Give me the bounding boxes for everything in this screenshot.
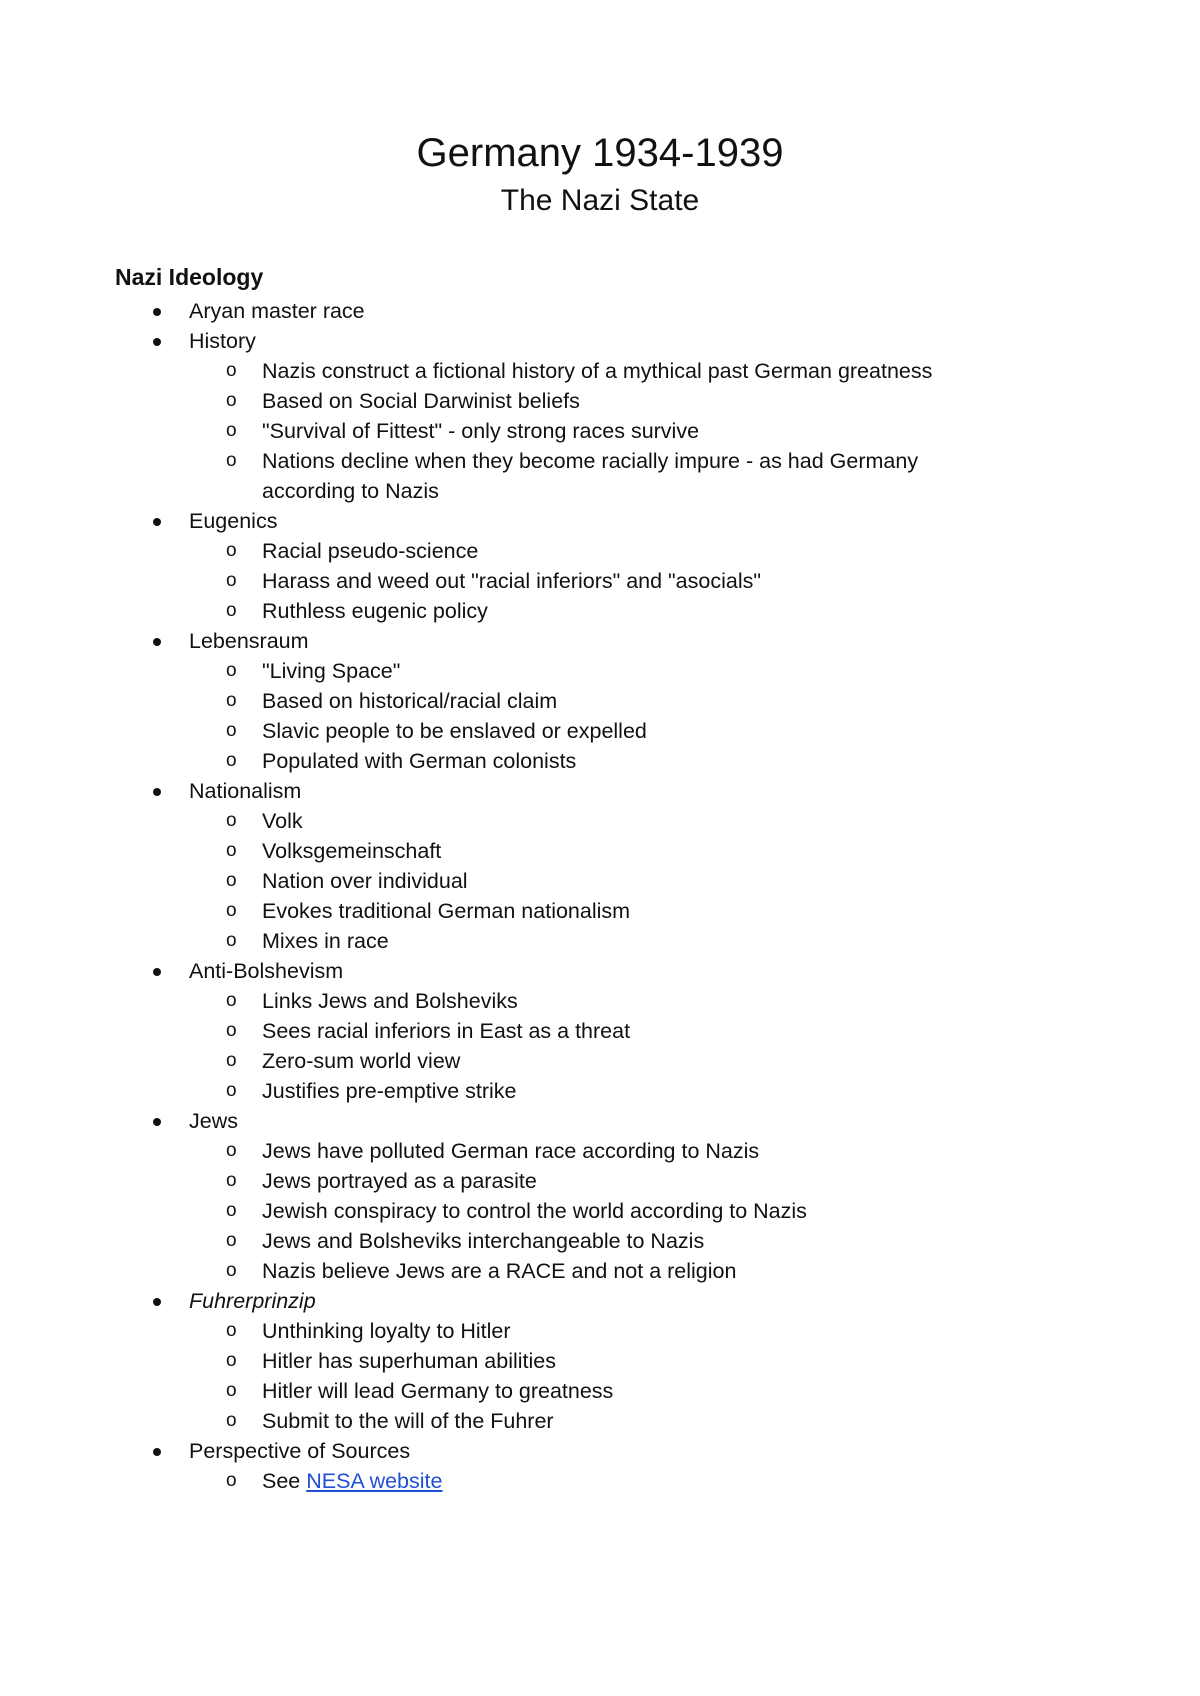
sub-item-text: Ruthless eugenic policy — [262, 599, 488, 623]
sub-list-item — [189, 746, 1022, 776]
circle-bullet-icon: o — [226, 1380, 237, 1401]
sub-item-text: Hitler will lead Germany to greatness — [262, 1379, 614, 1403]
circle-bullet-icon: o — [226, 870, 237, 891]
circle-bullet-icon: o — [226, 1410, 237, 1431]
circle-bullet-icon: o — [226, 1320, 237, 1341]
list-item — [0, 1286, 1200, 1436]
sub-item-text: Populated with German colonists — [262, 749, 577, 773]
sub-item-text: Nazis believe Jews are a RACE and not a religion — [262, 1259, 737, 1283]
sub-item-text: Hitler has superhuman abilities — [262, 1349, 556, 1373]
circle-bullet-icon: o — [226, 420, 237, 441]
list-item — [0, 1106, 1200, 1286]
circle-bullet-icon: o — [226, 1020, 237, 1041]
circle-bullet-icon: o — [226, 1470, 237, 1491]
sub-list-item — [189, 806, 1022, 836]
sub-item-text: Based on historical/racial claim — [262, 689, 558, 713]
sub-list-item — [189, 836, 1022, 866]
circle-bullet-icon: o — [226, 1230, 237, 1251]
sub-list-item — [189, 1376, 1022, 1406]
list-item — [0, 626, 1200, 776]
circle-bullet-icon: o — [226, 540, 237, 561]
list-item — [0, 296, 1200, 326]
sub-item-text: Volk — [262, 809, 303, 833]
list-item-label: History — [189, 329, 256, 353]
sub-list-item — [189, 656, 1022, 686]
sub-list-item — [189, 1256, 1022, 1286]
sub-item-text: Unthinking loyalty to Hitler — [262, 1319, 511, 1343]
circle-bullet-icon: o — [226, 810, 237, 831]
circle-bullet-icon: o — [226, 450, 237, 471]
sub-list-item — [189, 1316, 1022, 1346]
bullet-icon — [153, 338, 161, 346]
sub-list — [189, 356, 1200, 506]
sub-list — [189, 806, 1200, 956]
bullet-icon — [153, 788, 161, 796]
sub-list — [189, 656, 1200, 776]
sub-item-text: Jews and Bolsheviks interchangeable to Nazis — [262, 1229, 705, 1253]
bullet-icon — [153, 1448, 161, 1456]
circle-bullet-icon: o — [226, 720, 237, 741]
sub-item-text: Links Jews and Bolsheviks — [262, 989, 518, 1013]
sub-list — [189, 986, 1200, 1106]
bullet-icon — [153, 968, 161, 976]
sub-list — [189, 1466, 1200, 1496]
circle-bullet-icon: o — [226, 360, 237, 381]
list-item-label: Perspective of Sources — [189, 1439, 411, 1463]
sub-item-text: Nazis construct a fictional history of a mythical past German greatness — [262, 359, 933, 383]
list-item-label: Nationalism — [189, 779, 302, 803]
sub-item-text: Racial pseudo-science — [262, 539, 479, 563]
circle-bullet-icon: o — [226, 660, 237, 681]
sub-list-item — [189, 866, 1022, 896]
sub-list — [189, 1136, 1200, 1286]
sub-list-item — [189, 356, 1022, 386]
sub-item-text: Sees racial inferiors in East as a threat — [262, 1019, 631, 1043]
list-item — [0, 326, 1200, 506]
sub-item-text: Zero-sum world view — [262, 1049, 461, 1073]
sub-item-prefix: See — [262, 1469, 307, 1493]
sub-list-item — [189, 1346, 1022, 1376]
sub-item-text: Volksgemeinschaft — [262, 839, 442, 863]
circle-bullet-icon: o — [226, 840, 237, 861]
sub-list-item — [189, 896, 1022, 926]
sub-item-text: Mixes in race — [262, 929, 389, 953]
sub-item-text: Justifies pre-emptive strike — [262, 1079, 517, 1103]
circle-bullet-icon: o — [226, 1080, 237, 1101]
circle-bullet-icon: o — [226, 1200, 237, 1221]
sub-list — [189, 1316, 1200, 1436]
sub-list-item — [189, 716, 1022, 746]
list-item-label: Eugenics — [189, 509, 278, 533]
page-title: Germany 1934-1939 — [416, 131, 784, 175]
sub-list-item — [189, 1406, 1022, 1436]
sub-item-text: Based on Social Darwinist beliefs — [262, 389, 580, 413]
circle-bullet-icon: o — [226, 900, 237, 921]
list-item — [0, 506, 1200, 626]
list-item — [0, 956, 1200, 1106]
bullet-icon — [153, 308, 161, 316]
list-item-label: Jews — [189, 1109, 238, 1133]
circle-bullet-icon: o — [226, 1140, 237, 1161]
page-subtitle: The Nazi State — [500, 184, 700, 217]
list-item — [0, 776, 1200, 956]
circle-bullet-icon: o — [226, 600, 237, 621]
list-item-label: Fuhrerprinzip — [189, 1289, 316, 1313]
list-item-label: Lebensraum — [189, 629, 309, 653]
circle-bullet-icon: o — [226, 690, 237, 711]
circle-bullet-icon: o — [226, 750, 237, 771]
sub-item-text: Nation over individual — [262, 869, 468, 893]
circle-bullet-icon: o — [226, 1050, 237, 1071]
nesa-website-link[interactable]: NESA website — [306, 1469, 443, 1493]
sub-item-text: "Survival of Fittest" - only strong races survive — [262, 419, 700, 443]
circle-bullet-icon: o — [226, 1260, 237, 1281]
sub-item-text: Submit to the will of the Fuhrer — [262, 1409, 554, 1433]
sub-item-text: Nations decline when they become racially impure - as had Germany according to Nazis — [262, 449, 919, 503]
sub-list-item — [189, 986, 1022, 1016]
sub-list-item — [189, 566, 1022, 596]
circle-bullet-icon: o — [226, 1350, 237, 1371]
ideology-list — [0, 296, 1200, 1496]
sub-item-text: Slavic people to be enslaved or expelled — [262, 719, 647, 743]
sub-list-item — [189, 1076, 1022, 1106]
sub-list-item — [189, 1016, 1022, 1046]
sub-item-text: Jews have polluted German race according to Nazis — [262, 1139, 760, 1163]
sub-list-item — [189, 1136, 1022, 1166]
sub-list-item — [189, 1166, 1022, 1196]
sub-list-item — [189, 536, 1022, 566]
sub-list-item — [189, 926, 1022, 956]
sub-item-text: Harass and weed out "racial inferiors" and "asocials" — [262, 569, 761, 593]
sub-list-item — [189, 1046, 1022, 1076]
sub-item-text: "Living Space" — [262, 659, 401, 683]
sub-list-item — [189, 416, 1022, 446]
list-item-label: Aryan master race — [189, 299, 365, 323]
circle-bullet-icon: o — [226, 390, 237, 411]
bullet-icon — [153, 638, 161, 646]
sub-item-text: Evokes traditional German nationalism — [262, 899, 631, 923]
circle-bullet-icon: o — [226, 1170, 237, 1191]
bullet-icon — [153, 1118, 161, 1126]
sub-list-item — [189, 686, 1022, 716]
section-heading: Nazi Ideology — [115, 264, 264, 290]
sub-list-item — [189, 1226, 1022, 1256]
circle-bullet-icon: o — [226, 990, 237, 1011]
sub-item-text: Jews portrayed as a parasite — [262, 1169, 537, 1193]
bullet-icon — [153, 1298, 161, 1306]
bullet-icon — [153, 518, 161, 526]
circle-bullet-icon: o — [226, 570, 237, 591]
sub-item-text: Jewish conspiracy to control the world according to Nazis — [262, 1199, 807, 1223]
sub-list — [189, 536, 1200, 626]
sub-list-item — [189, 1466, 1022, 1496]
sub-list-item — [189, 386, 1022, 416]
list-item-label: Anti-Bolshevism — [189, 959, 344, 983]
sub-list-item — [189, 1196, 1022, 1226]
sub-list-item — [189, 596, 1022, 626]
list-item — [0, 1436, 1200, 1496]
circle-bullet-icon: o — [226, 930, 237, 951]
sub-list-item — [189, 446, 952, 506]
